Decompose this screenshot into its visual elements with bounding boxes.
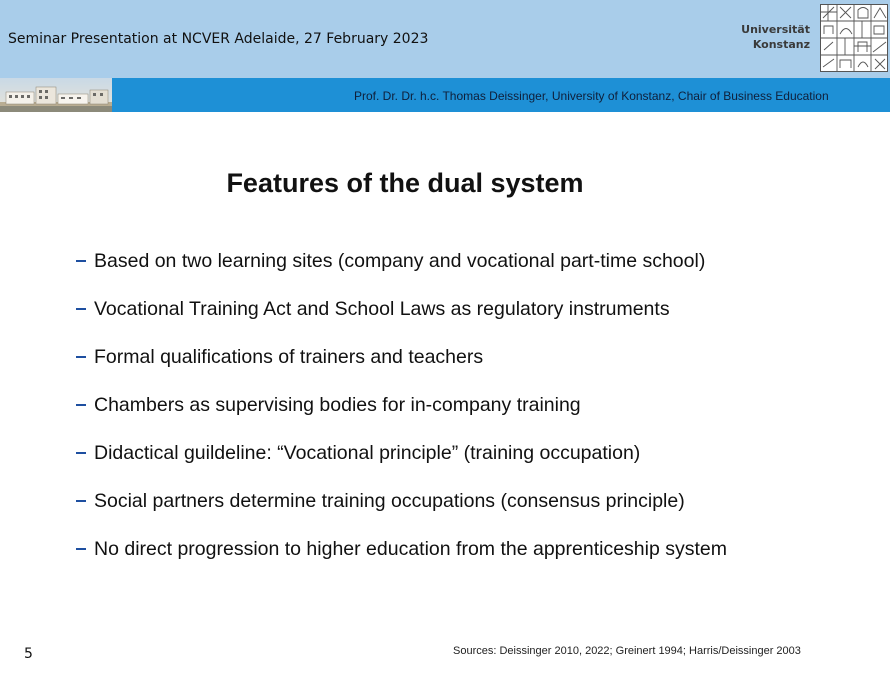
campus-photo-icon xyxy=(0,78,112,112)
dash-bullet-icon xyxy=(76,260,86,262)
list-item-text: Formal qualifications of trainers and teachers xyxy=(94,346,484,368)
university-name-line1: Universität xyxy=(741,23,810,36)
page-number: 5 xyxy=(24,646,33,662)
dash-bullet-icon xyxy=(76,548,86,550)
university-name-line2: Konstanz xyxy=(752,38,810,51)
author-line: Prof. Dr. Dr. h.c. Thomas Deissinger, University of Konstanz, Chair of Business Education xyxy=(354,89,829,103)
list-item-text: Based on two learning sites (company and vocational part-time school) xyxy=(94,250,706,272)
dash-bullet-icon xyxy=(76,452,86,454)
seminar-title: Seminar Presentation at NCVER Adelaide, 27 February 2023 xyxy=(8,31,429,47)
dash-bullet-icon xyxy=(76,500,86,502)
list-item-text: No direct progression to higher education from the apprenticeship system xyxy=(94,538,727,560)
sources-note: Sources: Deissinger 2010, 2022; Greinert 1994; Harris/Deissinger 2003 xyxy=(453,645,801,657)
list-item-text: Chambers as supervising bodies for in-company training xyxy=(94,394,581,416)
list-item-text: Vocational Training Act and School Laws as regulatory instruments xyxy=(94,298,670,320)
university-konstanz-logo-icon xyxy=(820,4,888,72)
list-item-text: Didactical guildeline: “Vocational principle” (training occupation) xyxy=(94,442,641,464)
list-item-text: Social partners determine training occupations (consensus principle) xyxy=(94,490,685,512)
slide-title: Features of the dual system xyxy=(226,168,584,198)
dash-bullet-icon xyxy=(76,404,86,406)
university-name xyxy=(741,22,810,52)
dash-bullet-icon xyxy=(76,356,86,358)
dash-bullet-icon xyxy=(76,308,86,310)
